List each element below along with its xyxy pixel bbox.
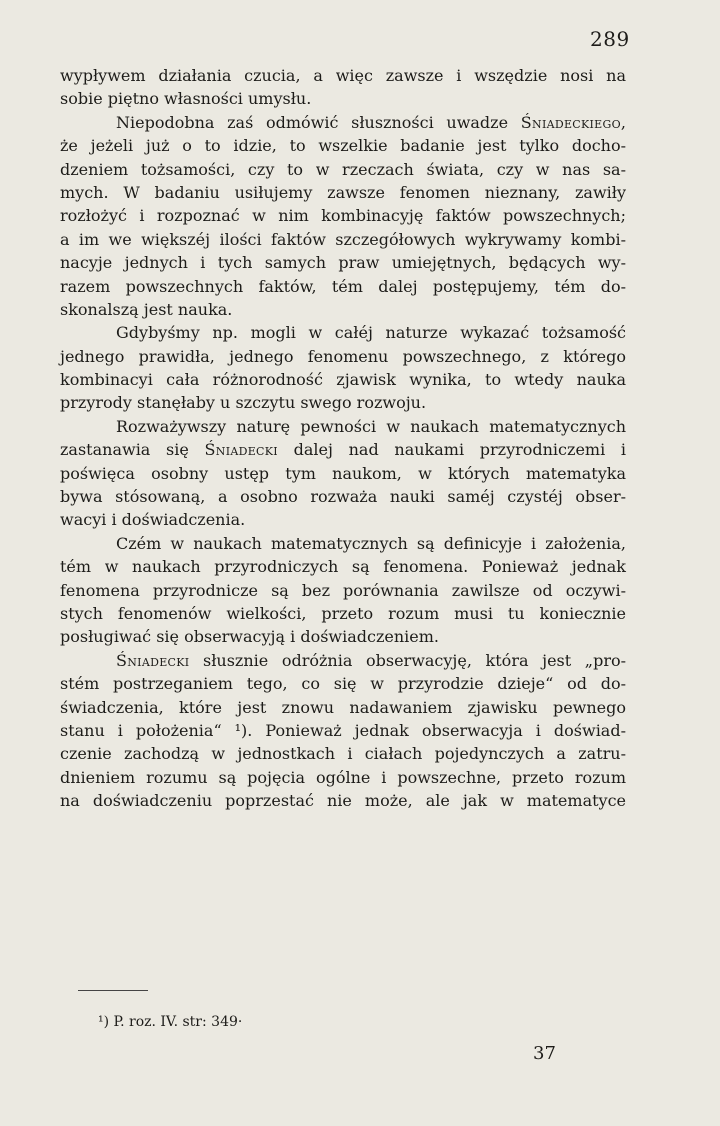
author-name: Śniadeckiego — [520, 112, 621, 132]
body-text — [60, 64, 626, 813]
footnote-rule — [78, 990, 148, 991]
text-line: Gdybyśmy np. mogli w całéj naturze wykazać tożsamość — [116, 323, 626, 343]
text-line: Rozważywszy naturę pewności w naukach matematycznych — [116, 416, 626, 436]
page-number: 289 — [590, 27, 630, 51]
text-line: posługiwać się obserwacyją i doświadczeniem. — [60, 627, 440, 647]
author-name: Śniadecki — [204, 440, 278, 460]
author-name: Śniadecki — [116, 650, 190, 670]
text-line: fenomena przyrodnicze są bez porównania zawilsze od oczywi- — [60, 580, 626, 600]
text-line: świadczenia, które jest znowu nadawaniem zjawisku pewnego — [60, 697, 626, 717]
text-line: stanu i położenia“ ¹). Ponieważ jednak obserwacyja i doświad- — [60, 720, 626, 740]
text-line: stych fenomenów wielkości, przeto rozum musi tu koniecznie — [60, 603, 626, 623]
text-line: tém w naukach przyrodniczych są fenomena. Ponieważ jednak — [60, 557, 626, 577]
text-line: wacyi i doświadczenia. — [60, 510, 246, 530]
text-line: czenie zachodzą w jednostkach i ciałach pojedynczych a zatru- — [60, 744, 626, 764]
footnote: ¹) P. roz. IV. str: 349· — [98, 1014, 243, 1030]
text-line: wypływem działania czucia, a więc zawsze i wszędzie nosi na — [60, 66, 626, 85]
text-line: na doświadczeniu poprzestać nie może, ale jak w matematyce — [60, 791, 626, 811]
text-line: Czém w naukach matematycznych są definicyje i założenia, — [116, 533, 626, 553]
text-line: a im we większéj ilości faktów szczegółowych wykrywamy kombi- — [60, 229, 626, 249]
text-line: bywa stósowaną, a osobno rozważa nauki saméj czystéj obser- — [60, 487, 626, 507]
text-line: jednego prawidła, jednego fenomenu powszechnego, z którego — [60, 346, 626, 366]
text-line: Śniadecki słusznie odróżnia obserwacyję, która jest „pro- — [116, 650, 626, 670]
text-line: mych. W badaniu usiłujemy zawsze fenomen nieznany, zawiły — [60, 182, 626, 202]
text-line: dnieniem rozumu są pojęcia ogólne i powszechne, przeto rozum — [60, 767, 626, 787]
signature-mark: 37 — [533, 1043, 556, 1064]
text-line: zastanawia się Śniadecki dalej nad naukami przyrodniczemi i — [60, 440, 626, 460]
text-line: poświęca osobny ustęp tym naukom, w których matematyka — [60, 463, 626, 483]
text-line: dzeniem tożsamości, czy to w rzeczach świata, czy w nas sa- — [60, 159, 626, 179]
text-line: kombinacyi cała różnorodność zjawisk wynika, to wtedy nauka — [60, 370, 626, 390]
text-line: nacyje jednych i tych samych praw umiejętnych, będących wy- — [60, 253, 626, 273]
text-line: sobie piętno własności umysłu. — [60, 89, 312, 109]
text-line: razem powszechnych faktów, tém dalej postępujemy, tém do- — [60, 276, 626, 296]
text-line: stém postrzeganiem tego, co się w przyrodzie dzieje“ od do- — [60, 674, 626, 694]
text-line: że jeżeli już o to idzie, to wszelkie badanie jest tylko docho- — [60, 136, 626, 156]
text-line: rozłożyć i rozpoznać w nim kombinacyję faktów powszechnych; — [60, 206, 626, 226]
text-line: Niepodobna zaś odmówić słuszności uwadze Śniadeckiego, — [116, 112, 626, 132]
text-line: skonalszą jest nauka. — [60, 299, 233, 319]
text-line: przyrody stanęłaby u szczytu swego rozwoju. — [60, 393, 427, 413]
